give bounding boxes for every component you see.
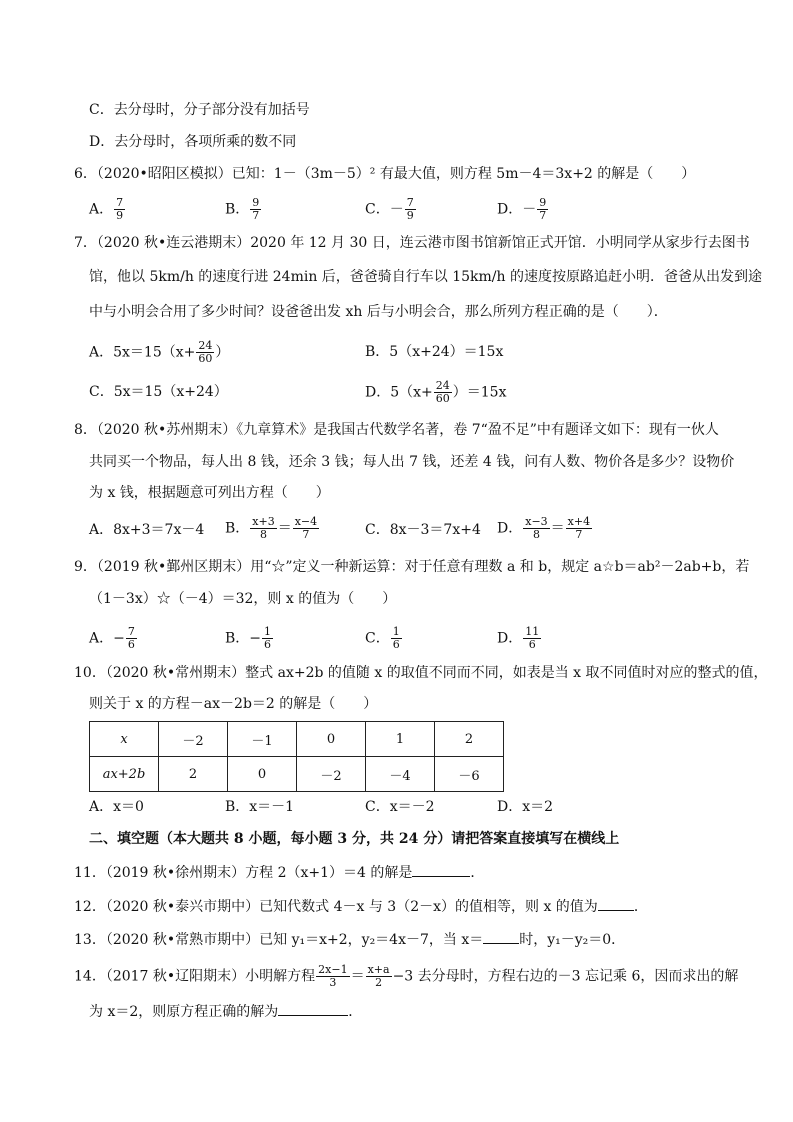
q14-line2-text: 为 x＝2，则原方程正确的解为 (89, 1004, 279, 1020)
fraction (126, 626, 137, 651)
q6-option-b (225, 197, 262, 222)
q14-text: 14．（2017 秋•辽阳期末）小明解方程 (74, 968, 316, 985)
fraction (250, 516, 276, 541)
denominator: 3 (329, 976, 337, 989)
q6-c-prefix: C．－ (365, 201, 404, 218)
fraction (250, 197, 261, 222)
question-7-line-3: 中与小明会合用了多少时间？设爸爸出发 xh 后与小明会合，那么所列方程正确的是（ ）． (89, 304, 668, 320)
denominator: 7 (302, 528, 310, 541)
numerator: 1 (392, 625, 400, 638)
fraction (434, 380, 452, 405)
numerator: x+3 (252, 515, 275, 528)
q7-d-suffix: ）＝15x (452, 384, 507, 401)
q6-a-prefix: A． (89, 201, 114, 218)
numerator: 7 (127, 625, 135, 638)
fraction (293, 516, 319, 541)
table-cell: －6 (435, 757, 504, 792)
q12-text: 12．（2020 秋•泰兴市期中）已知代数式 4－x 与 3（2－x）的值相等，则 x 的值为 (74, 899, 598, 915)
q7-d-prefix: D．5（x+ (365, 384, 433, 401)
fraction (537, 197, 548, 222)
denominator: 6 (127, 638, 135, 651)
question-9-line-2: （1－3x）☆（－4）＝32，则 x 的值为（ ） (89, 591, 397, 607)
numerator: x−4 (294, 515, 318, 528)
table-row (90, 722, 504, 757)
fraction (391, 626, 402, 651)
fraction (405, 197, 416, 222)
q13-end: 时，y₁－y₂＝0． (519, 932, 626, 948)
numerator: 2x−1 (318, 963, 348, 976)
fraction (316, 964, 349, 989)
q9-a-prefix: A．− (89, 630, 125, 647)
equals: ＝ (550, 520, 565, 537)
denominator: 9 (116, 209, 124, 222)
numerator: 9 (539, 196, 547, 209)
q8-b-prefix: B． (225, 520, 250, 537)
denominator: 60 (435, 392, 450, 405)
table-cell: 1 (366, 722, 435, 757)
question-9-line-1: 9．（2019 秋•鄞州区期末）用“☆”定义一种新运算：对于任意有理数 a 和 b，规定 a☆b＝ab²－2ab+b，若 (74, 559, 750, 575)
question-10-line-2: 则关于 x 的方程－ax－2b＝2 的解是（ ） (89, 696, 378, 712)
q8-option-c: C．8x－3＝7x+4 (365, 522, 481, 538)
q6-option-d (497, 197, 549, 222)
denominator: 2 (375, 976, 383, 989)
q9-option-d (497, 626, 542, 651)
q9-option-c (365, 626, 403, 651)
q7-option-c: C．5x＝15（x+24） (89, 384, 228, 400)
fraction (262, 626, 273, 651)
table-cell: －1 (228, 722, 297, 757)
fraction (196, 340, 214, 365)
q7-option-d (365, 380, 506, 405)
denominator: 6 (528, 638, 536, 651)
fraction (566, 516, 592, 541)
q8-d-prefix: D． (497, 520, 523, 537)
numerator: x+4 (567, 515, 591, 528)
q7-option-a (89, 340, 229, 365)
denominator: 7 (252, 209, 260, 222)
table-cell: ax+2b (90, 757, 159, 792)
q6-option-c (365, 197, 417, 222)
numerator: 24 (198, 339, 213, 352)
q8-option-a: A．8x+3＝7x－4 (89, 522, 205, 538)
q6-b-prefix: B． (225, 201, 250, 218)
option-c-prev: C．去分母时，分子部分没有加括号 (89, 102, 310, 118)
numerator: 7 (116, 196, 124, 209)
answer-blank[interactable] (412, 862, 470, 877)
question-12 (74, 896, 648, 917)
table-cell: x (90, 722, 159, 757)
table-cell: －2 (159, 722, 228, 757)
q6-d-prefix: D．－ (497, 201, 537, 218)
question-8-line-1: 8．（2020 秋•苏州期末）《九章算术》是我国古代数学名著，卷 7“盈不足”中有题译文如下：现有一伙人 (74, 422, 719, 438)
numerator: 11 (525, 625, 540, 638)
question-7-line-1: 7．（2020 秋•连云港期末）2020 年 12 月 30 日，连云港市图书馆新馆正式开馆．小明同学从家步行去图书 (74, 235, 750, 251)
answer-blank[interactable] (598, 896, 634, 911)
option-d-prev: D．去分母时，各项所乘的数不同 (89, 134, 297, 150)
q10-option-d: D．x＝2 (497, 799, 554, 815)
denominator: 8 (532, 528, 540, 541)
denominator: 6 (392, 638, 400, 651)
denominator: 6 (264, 638, 272, 651)
question-11 (74, 862, 484, 883)
numerator: x−3 (525, 515, 548, 528)
denominator: 8 (260, 528, 267, 541)
q9-option-b (225, 626, 274, 651)
q11-text: 11．（2019 秋•徐州期末）方程 2（x+1）＝4 的解是 (74, 865, 413, 881)
q9-d-prefix: D． (497, 630, 523, 647)
q9-option-a (89, 626, 138, 651)
equals: ＝ (350, 968, 365, 985)
question-7-line-2: 馆，他以 5km/h 的速度行进 24min 后，爸爸骑自行车以 15km/h 的速度按原路追赶小明．爸爸从出发到途 (89, 269, 762, 285)
question-14-line-2 (89, 1001, 362, 1022)
fraction (523, 626, 541, 651)
question-10-line-1: 10．（2020 秋•常州期末）整式 ax+2b 的值随 x 的取值不同而不同，如表是当 x 取不同值时对应的整式的值， (74, 665, 768, 681)
q7-option-b: B．5（x+24）＝15x (365, 344, 504, 360)
table-cell: 0 (228, 757, 297, 792)
question-6-stem: 6．（2020•昭阳区模拟）已知：1－（3m－5）² 有最大值，则方程 5m－4＝3x+2 的解是（ ） (74, 166, 696, 182)
fraction (114, 197, 125, 222)
fraction (523, 516, 549, 541)
question-8-line-3: 为 x 钱，根据题意可列出方程（ ） (89, 485, 330, 501)
q8-option-d (497, 516, 593, 541)
table-row (90, 757, 504, 792)
answer-blank[interactable] (483, 929, 519, 944)
q10-option-b: B．x＝－1 (225, 799, 295, 815)
question-14-line-1 (74, 964, 738, 989)
table-cell: 2 (435, 722, 504, 757)
equals: ＝ (277, 520, 292, 537)
q9-b-prefix: B．− (225, 630, 262, 647)
denominator: 9 (406, 209, 414, 222)
numerator: 9 (252, 196, 260, 209)
question-13 (74, 929, 625, 950)
q14-line2-end: ． (348, 1004, 363, 1020)
numerator: 7 (406, 196, 414, 209)
q11-end: ． (470, 865, 485, 881)
fraction (366, 964, 392, 989)
section-2-heading: 二、填空题（本大题共 8 小题，每小题 3 分，共 24 分）请把答案直接填写在横线上 (89, 831, 620, 847)
question-8-line-2: 共同买一个物品，每人出 8 钱，还余 3 钱；每人出 7 钱，还差 4 钱，问有人数、物价各是多少？设物价 (89, 454, 735, 470)
values-table (89, 721, 504, 792)
table-cell: 2 (159, 757, 228, 792)
denominator: 60 (198, 352, 213, 365)
denominator: 7 (575, 528, 583, 541)
q9-c-prefix: C． (365, 630, 390, 647)
q10-option-a: A．x＝0 (89, 799, 144, 815)
q10-option-c: C．x＝－2 (365, 799, 435, 815)
table-cell: －2 (297, 757, 366, 792)
numerator: x+a (367, 963, 390, 976)
numerator: 24 (435, 379, 450, 392)
q14-text-cont: −3 去分母时，方程右边的－3 忘记乘 6，因而求出的解 (392, 968, 739, 985)
q7-a-suffix: ） (215, 344, 230, 361)
table-cell: 0 (297, 722, 366, 757)
numerator: 1 (264, 625, 272, 638)
q6-option-a (89, 197, 126, 222)
q13-text: 13．（2020 秋•常熟市期中）已知 y₁＝x+2，y₂＝4x－7，当 x＝ (74, 932, 484, 948)
answer-blank[interactable] (278, 1001, 348, 1016)
q7-a-prefix: A．5x＝15（x+ (89, 344, 196, 361)
table-cell: －4 (366, 757, 435, 792)
q12-end: ． (633, 899, 648, 915)
q8-option-b (225, 516, 320, 541)
denominator: 7 (539, 209, 547, 222)
